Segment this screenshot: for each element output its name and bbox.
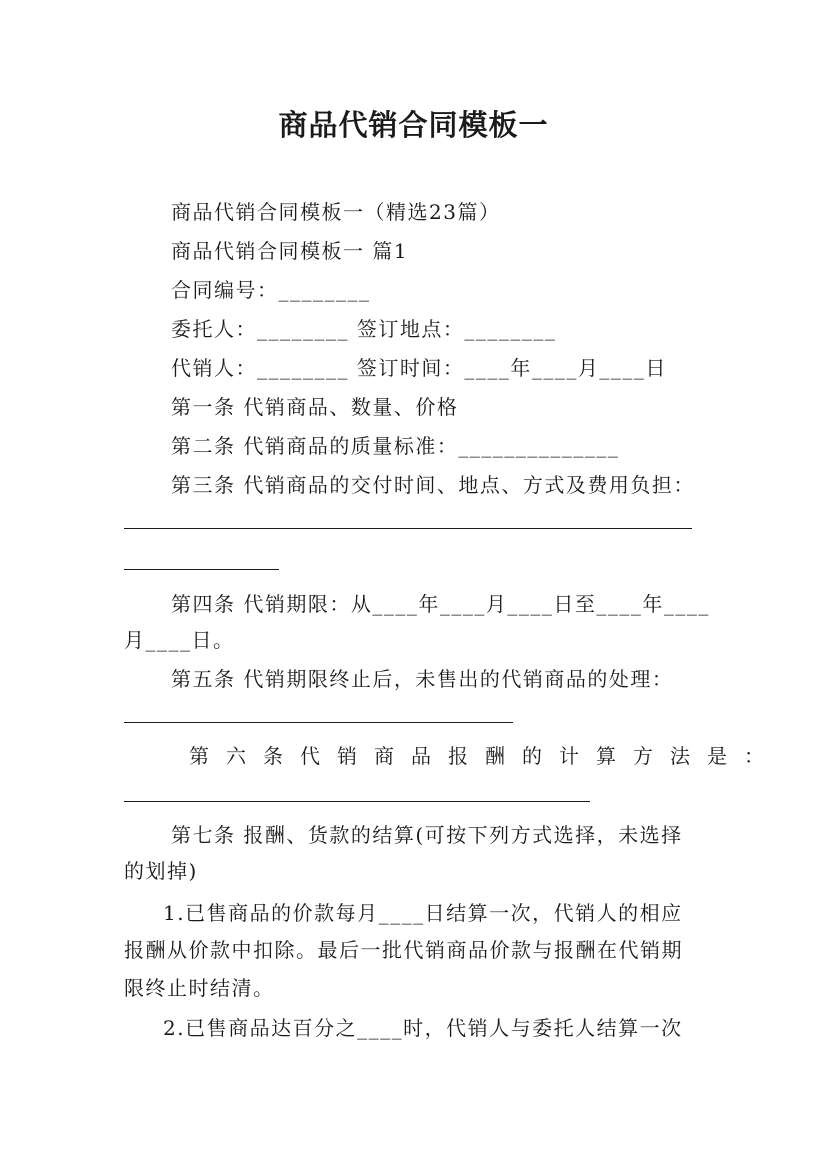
blank-rule	[124, 722, 513, 723]
clause-1: 1.已售商品的价款每月____日结算一次，代销人的相应	[163, 901, 683, 925]
section-heading: 商品代销合同模板一 篇1	[171, 239, 409, 263]
article-5: 第五条 代销期限终止后，未售出的代销商品的处理：	[171, 667, 674, 691]
article-3: 第三条 代销商品的交付时间、地点、方式及费用负担：	[171, 473, 695, 497]
blank-rule	[124, 569, 279, 570]
article-6	[189, 743, 781, 769]
article-6-text: 第六条代销商品报酬的计算方法是：	[189, 744, 781, 768]
clause-2: 2.已售商品达百分之____时，代销人与委托人结算一次	[163, 1016, 683, 1040]
document-title: 商品代销合同模板一	[278, 108, 549, 142]
article-4: 第四条 代销期限：从____年____月____日至____年____	[171, 592, 710, 616]
article-7: 第七条 报酬、货款的结算(可按下列方式选择，未选择	[171, 823, 683, 847]
subtitle-line: 商品代销合同模板一（精选23篇）	[171, 200, 501, 224]
clause-1-end: 限终止时结清。	[124, 976, 275, 1000]
principal-line: 委托人：________ 签订地点：________	[171, 317, 557, 341]
clause-1-continued: 报酬从价款中扣除。最后一批代销商品价款与报酬在代销期	[124, 938, 683, 962]
agent-line: 代销人：________ 签订时间：____年____月____日	[171, 356, 667, 380]
article-2: 第二条 代销商品的质量标准：______________	[171, 434, 620, 458]
article-4-continued: 月____日。	[124, 628, 235, 652]
contract-number-line: 合同编号：________	[171, 278, 371, 302]
article-1: 第一条 代销商品、数量、价格	[171, 395, 459, 419]
article-7-continued: 的划掉)	[124, 859, 198, 883]
blank-rule	[124, 801, 590, 802]
blank-rule	[124, 528, 692, 529]
